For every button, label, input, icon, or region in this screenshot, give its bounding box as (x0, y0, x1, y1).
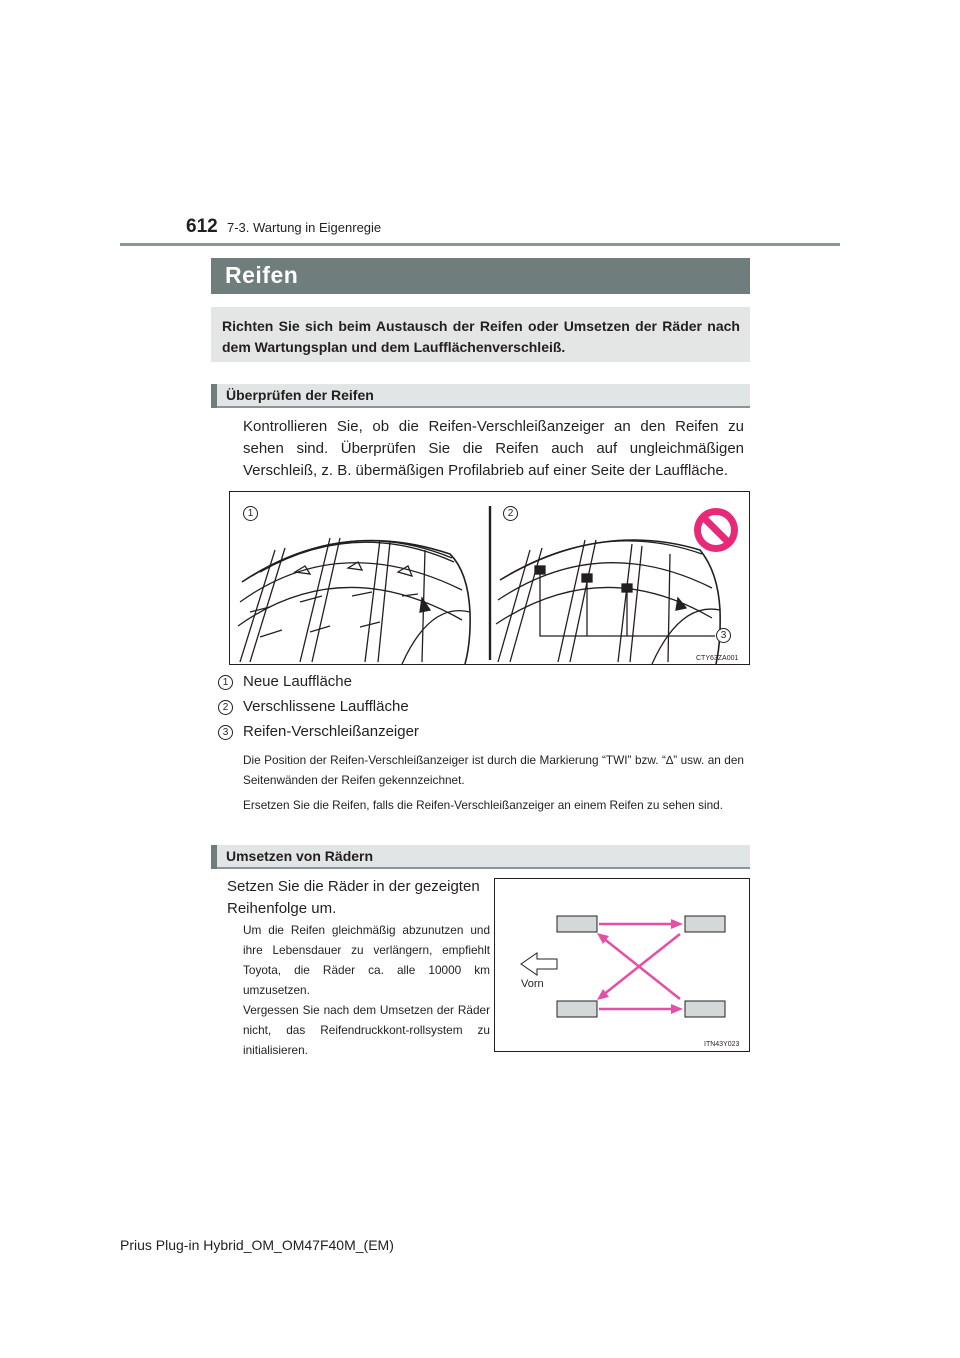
figure-code: CTY63ZA001 (696, 655, 739, 662)
header-rule (120, 243, 840, 246)
rotation-figure (494, 878, 750, 1052)
legend-label-3: Reifen-Verschleißanzeiger (243, 723, 419, 740)
rotation-text: Setzen Sie die Räder in der gezeigten Reihenfolge um. (227, 878, 480, 917)
check-note-1: Die Position der Reifen-Verschleißanzeiger ist durch die Markierung “TWI” bzw. “∆” usw. an den Seitenwänden der Reifen gekennzeichnet. (243, 753, 744, 787)
callout-2: 2 (503, 506, 518, 521)
rotation-diagram (495, 879, 749, 1051)
page-title: Reifen (225, 262, 299, 288)
tire-figure (229, 491, 750, 665)
page-number: 612 (186, 216, 218, 237)
callout-3: 3 (716, 628, 731, 643)
section-heading-rotation-label: Umsetzen von Rädern (226, 848, 374, 864)
rotation-figure-code: ITN43Y023 (704, 1041, 740, 1048)
wheel-front-left (557, 916, 597, 932)
callout-1: 1 (243, 506, 258, 521)
legend-num-3: 3 (218, 725, 233, 740)
title-bar (211, 258, 750, 294)
intro-box (211, 307, 750, 362)
rotation-note-1: Um die Reifen gleichmäßig abzunutzen und ihre Lebensdauer zu verlängern, empfiehlt Toyota, die Räder ca. alle 10000 km umzusetzen. (243, 923, 490, 997)
section-heading-check (211, 384, 750, 408)
check-text: Kontrollieren Sie, ob die Reifen-Verschleißanzeiger an den Reifen zu sehen sind. Überprüfen Sie die Reifen auch auf ungleichmäßigen Verschleiß, z. B. übermäßigen Profilabrieb auf einer Seite der Lauffläche. (243, 418, 744, 479)
legend-label-2: Verschlissene Lauffläche (243, 698, 409, 715)
legend-num-2: 2 (218, 700, 233, 715)
intro-text: Richten Sie sich beim Austausch der Reifen oder Umsetzen der Räder nach dem Wartungsplan und dem Laufflächenverschleiß. (222, 318, 740, 355)
wheel-rear-right (685, 1001, 725, 1017)
tire-illustration (230, 492, 749, 664)
legend-num-1: 1 (218, 675, 233, 690)
legend-label-1: Neue Lauffläche (243, 673, 352, 690)
section-path: 7-3. Wartung in Eigenregie (227, 220, 382, 235)
check-note-2: Ersetzen Sie die Reifen, falls die Reifen-Verschleißanzeiger an einem Reifen zu sehen sind. (243, 798, 724, 812)
rotation-note-2: Vergessen Sie nach dem Umsetzen der Räder nicht, das Reifendruckkont-rollsystem zu initialisieren. (243, 1003, 490, 1057)
prohibited-icon (694, 508, 738, 552)
wheel-front-right (685, 916, 725, 932)
section-heading-rotation (211, 845, 750, 869)
section-heading-check-label: Überprüfen der Reifen (226, 387, 374, 403)
front-label: Vorn (521, 978, 544, 990)
footer-text: Prius Plug-in Hybrid_OM_OM47F40M_(EM) (120, 1237, 394, 1253)
front-arrow-icon (521, 953, 557, 975)
wheel-rear-left (557, 1001, 597, 1017)
